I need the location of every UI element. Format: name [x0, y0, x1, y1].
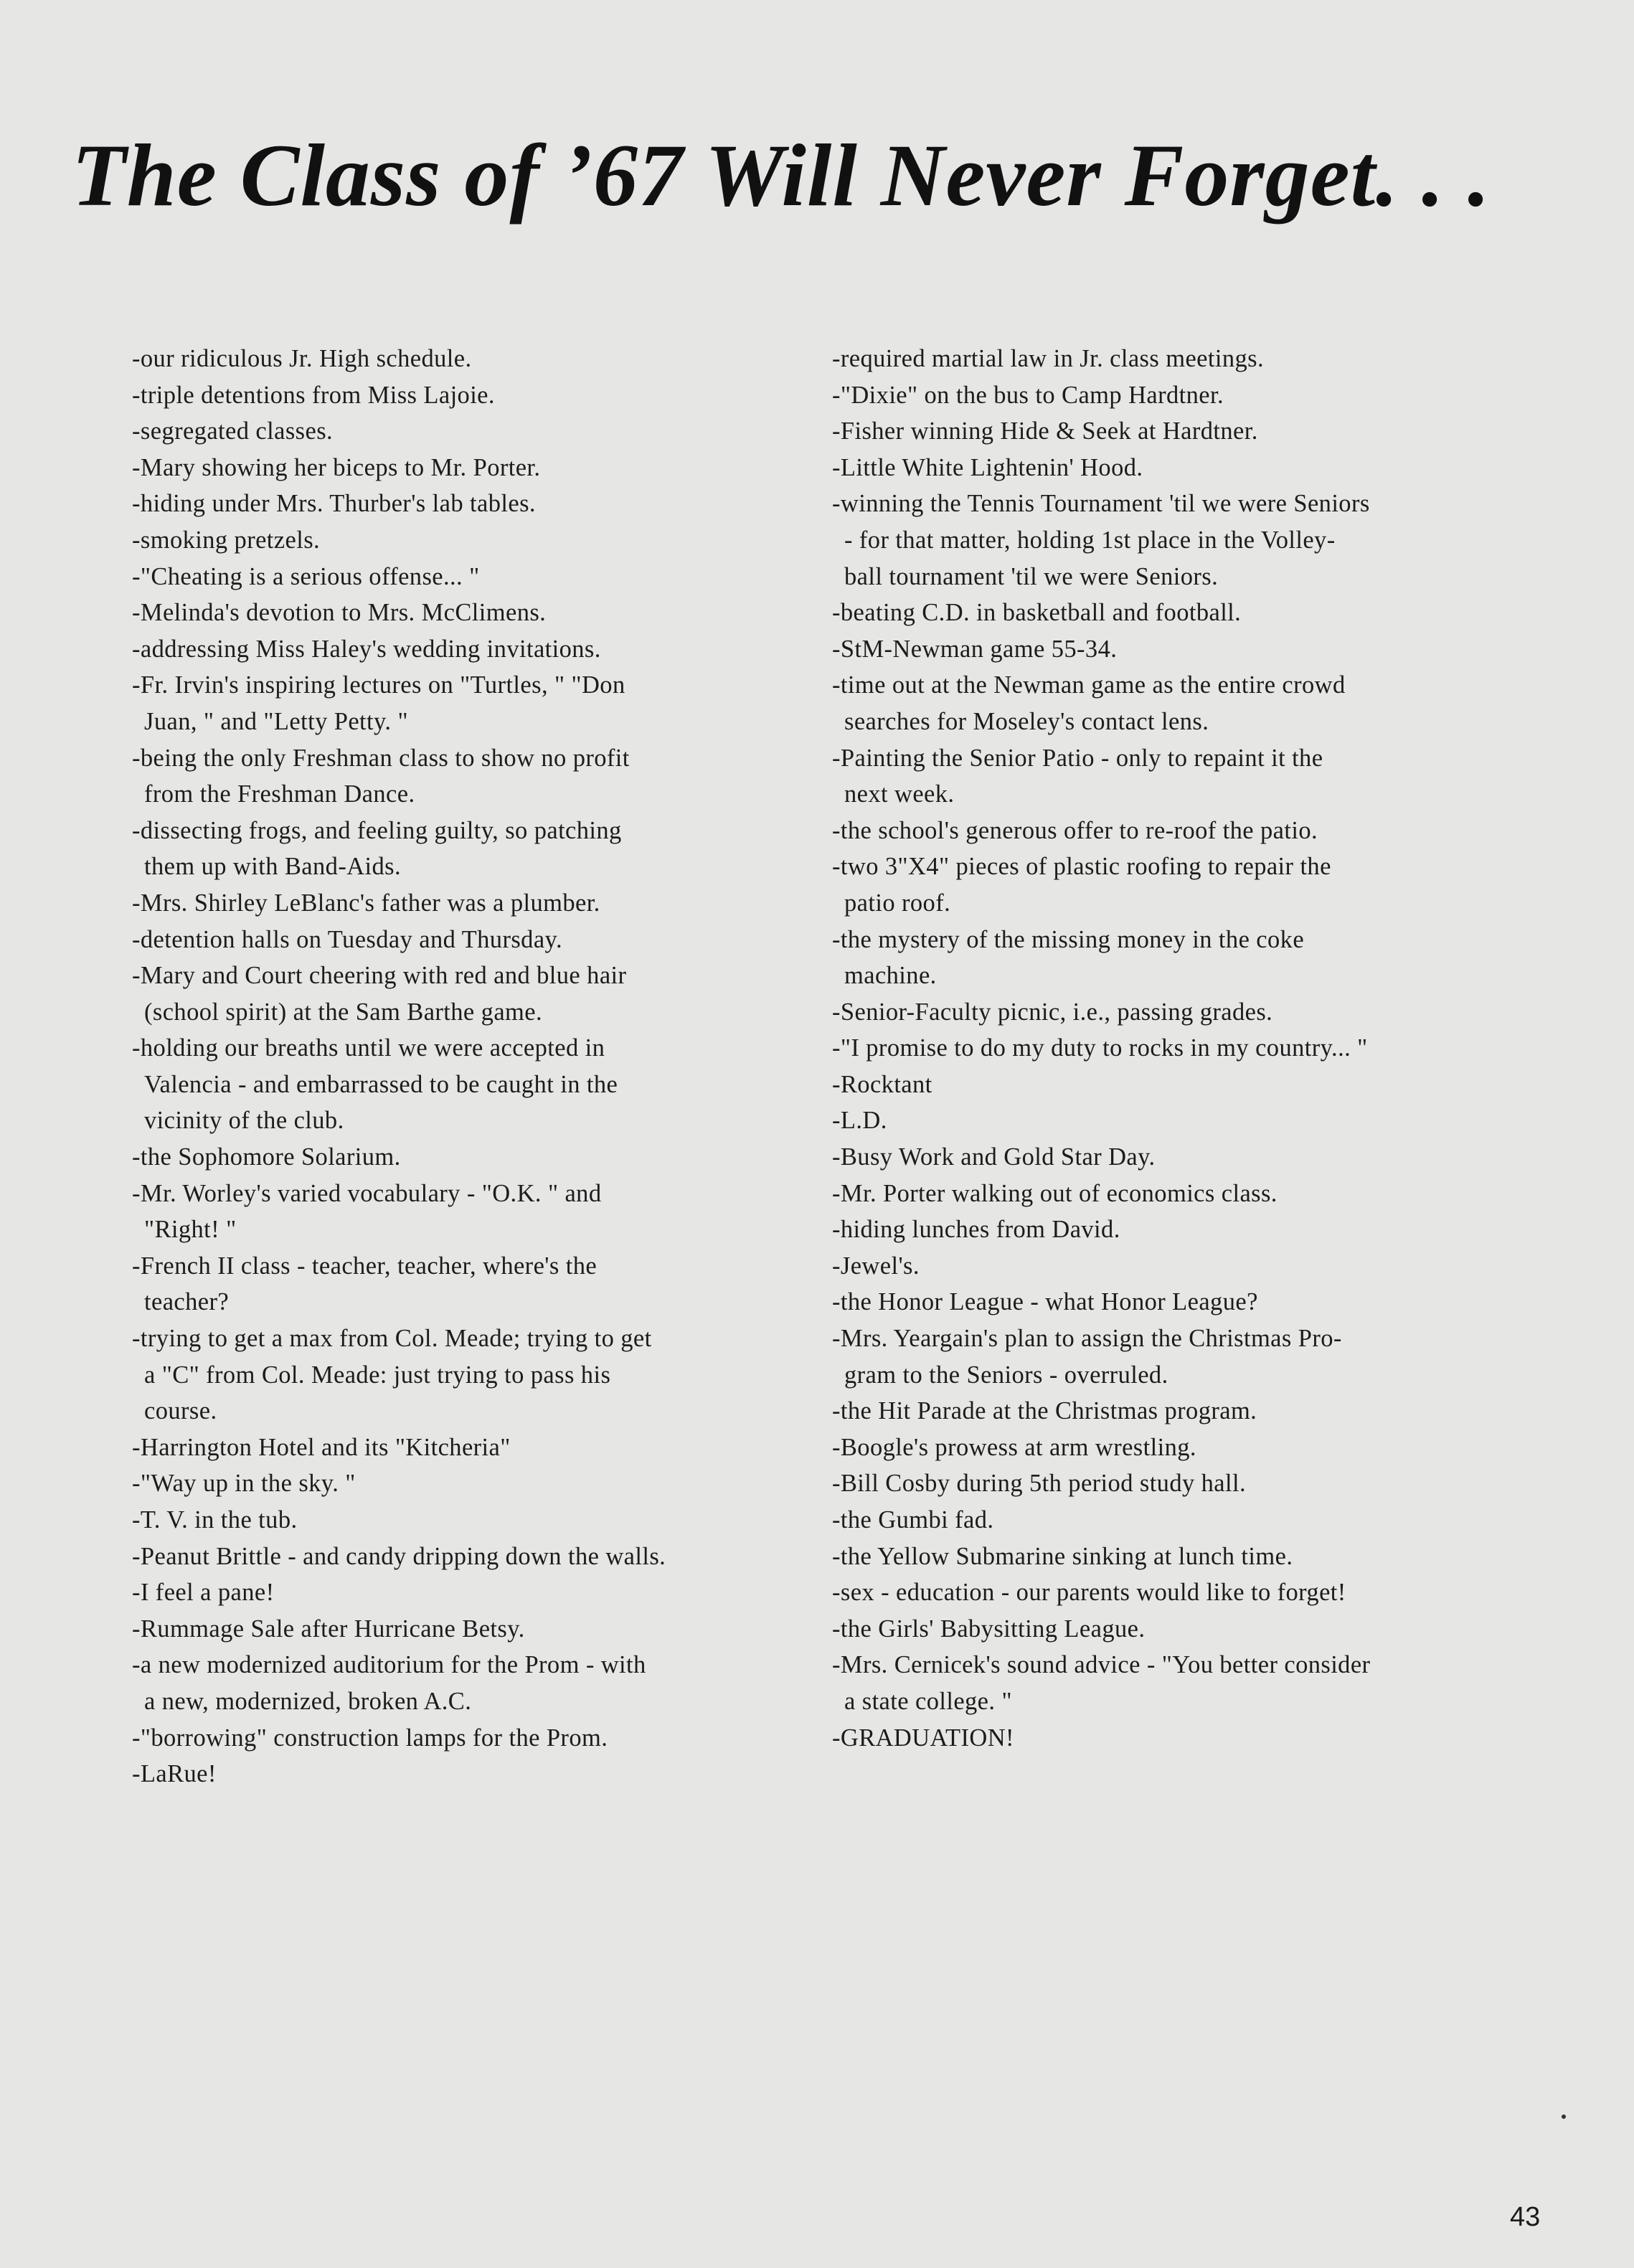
memory-text: -Rocktant: [832, 1070, 932, 1098]
memory-text: -"I promise to do my duty to rocks in my country... ": [832, 1034, 1368, 1062]
memory-text: -StM-Newman game 55-34.: [832, 635, 1118, 663]
memory-text: -Rummage Sale after Hurricane Betsy.: [132, 1615, 525, 1643]
memory-text: -the Gumbi fad.: [832, 1506, 994, 1534]
memory-text: -hiding lunches from David.: [832, 1216, 1120, 1244]
memory-item: [832, 922, 1513, 994]
memory-text: -Bill Cosby during 5th period study hall.: [832, 1470, 1247, 1498]
memory-text: -the Sophomore Solarium.: [132, 1143, 401, 1171]
memory-item: [832, 1611, 1513, 1648]
memory-text: -Little White Lightenin' Hood.: [832, 453, 1143, 481]
memory-item: [132, 559, 799, 595]
memory-text: -holding our breaths until we were accepted in Valencia - and embarrassed to be caught in the vicinity of the club.: [132, 1034, 618, 1135]
memory-item: [132, 958, 799, 1030]
memory-text: -required martial law in Jr. class meetings.: [832, 345, 1265, 372]
memory-item: [832, 1067, 1513, 1103]
memory-item: [832, 377, 1513, 414]
memory-text: -Mr. Porter walking out of economics class.: [832, 1179, 1278, 1207]
memory-item: [132, 377, 799, 414]
memory-item: [132, 1574, 799, 1611]
memory-text: -Peanut Brittle - and candy dripping down the walls.: [132, 1542, 666, 1570]
memory-item: [132, 1756, 799, 1792]
memory-item: [832, 1139, 1513, 1176]
memory-item: [132, 486, 799, 522]
memory-text: -Mr. Worley's varied vocabulary - "O.K. " and "Right! ": [132, 1179, 602, 1244]
memory-text: -"borrowing" construction lamps for the Prom.: [132, 1724, 608, 1752]
memory-item: [832, 1502, 1513, 1539]
memory-text: -segregated classes.: [132, 417, 334, 445]
memory-text: -being the only Freshman class to show no profit from the Freshman Dance.: [132, 744, 630, 808]
memory-text: -a new modernized auditorium for the Prom - with a new, modernized, broken A.C.: [132, 1651, 646, 1715]
memory-text: -Mary and Court cheering with red and blue hair (school spirit) at the Sam Barthe game.: [132, 962, 627, 1026]
memory-text: -two 3"X4" pieces of plastic roofing to repair the patio roof.: [832, 853, 1331, 917]
memory-text: -Mrs. Cernicek's sound advice - "You better consider a state college. ": [832, 1651, 1371, 1715]
memory-text: -Mrs. Yeargain's plan to assign the Christmas Pro- gram to the Seniors - overruled.: [832, 1325, 1342, 1389]
memory-item: [832, 1647, 1513, 1719]
memory-text: -Mary showing her biceps to Mr. Porter.: [132, 453, 541, 481]
memory-item: [832, 631, 1513, 668]
memory-item: [832, 1539, 1513, 1575]
memory-text: -I feel a pane!: [132, 1579, 275, 1607]
memory-text: -trying to get a max from Col. Meade; trying to get a "C" from Col. Meade: just trying to pass his course.: [132, 1325, 652, 1425]
memory-text: -Painting the Senior Patio - only to repaint it the next week.: [832, 744, 1323, 808]
memory-text: -the Yellow Submarine sinking at lunch time.: [832, 1542, 1293, 1570]
memory-item: [132, 1248, 799, 1320]
memory-text: -"Cheating is a serious offense... ": [132, 562, 480, 590]
memory-text: -French II class - teacher, teacher, where's the teacher?: [132, 1252, 598, 1316]
memory-item: [132, 522, 799, 559]
memory-item: [832, 667, 1513, 740]
memory-item: [132, 885, 799, 922]
memory-text: -Boogle's prowess at arm wrestling.: [832, 1433, 1196, 1461]
memory-text: -time out at the Newman game as the entire crowd searches for Moseley's contact lens.: [832, 671, 1346, 735]
memory-item: [132, 1465, 799, 1502]
memory-text: -Harrington Hotel and its "Kitcheria": [132, 1433, 511, 1461]
memory-item: [132, 450, 799, 486]
memory-item: [132, 922, 799, 958]
memory-text: -"Dixie" on the bus to Camp Hardtner.: [832, 381, 1224, 409]
memory-text: -the Girls' Babysitting League.: [832, 1615, 1146, 1643]
memory-item: [832, 1430, 1513, 1466]
memory-item: [832, 1211, 1513, 1248]
memory-item: [132, 1139, 799, 1176]
memory-text: -beating C.D. in basketball and football.: [832, 599, 1242, 627]
memory-text: -winning the Tennis Tournament 'til we were Seniors - for that matter, holding 1st place in the Volley- ball tournament 'til we were Seniors.: [832, 490, 1370, 590]
memory-item: [832, 1465, 1513, 1502]
memory-item: [132, 1430, 799, 1466]
memory-item: [832, 450, 1513, 486]
memory-item: [132, 667, 799, 740]
memory-item: [832, 1102, 1513, 1139]
memory-item: [132, 631, 799, 668]
memory-item: [132, 341, 799, 377]
memory-text: -Busy Work and Gold Star Day.: [832, 1143, 1156, 1171]
memory-item: [132, 1539, 799, 1575]
memory-text: -the Honor League - what Honor League?: [832, 1288, 1258, 1316]
memory-item: [132, 1320, 799, 1430]
print-speck: [1562, 2115, 1566, 2119]
memory-item: [832, 813, 1513, 849]
memory-text: -the Hit Parade at the Christmas program.: [832, 1397, 1257, 1425]
memory-text: -"Way up in the sky. ": [132, 1470, 356, 1498]
memory-text: -triple detentions from Miss Lajoie.: [132, 381, 495, 409]
memory-text: -smoking pretzels.: [132, 526, 321, 554]
memory-text: -our ridiculous Jr. High schedule.: [132, 345, 472, 372]
memory-item: [832, 595, 1513, 631]
memory-item: [832, 740, 1513, 813]
memory-item: [832, 486, 1513, 595]
memory-text: -Mrs. Shirley LeBlanc's father was a plumber.: [132, 889, 600, 917]
memory-item: [832, 1720, 1513, 1757]
memory-text: -sex - education - our parents would like to forget!: [832, 1579, 1346, 1607]
memory-text: -GRADUATION!: [832, 1724, 1014, 1752]
page-title: The Class of ’67 Will Never Forget. . .: [72, 126, 1491, 225]
memory-text: -detention halls on Tuesday and Thursday.: [132, 925, 562, 953]
memory-text: -LaRue!: [132, 1760, 217, 1788]
memory-item: [832, 849, 1513, 921]
memory-item: [832, 341, 1513, 377]
memory-item: [832, 994, 1513, 1031]
memory-item: [832, 413, 1513, 450]
memory-text: -hiding under Mrs. Thurber's lab tables.: [132, 490, 536, 518]
memory-item: [832, 1248, 1513, 1285]
memories-list-left: [132, 341, 799, 1792]
memory-item: [132, 1720, 799, 1757]
memory-text: -dissecting frogs, and feeling guilty, so patching them up with Band-Aids.: [132, 816, 622, 881]
memory-item: [132, 413, 799, 450]
memory-item: [132, 595, 799, 631]
memory-text: -Senior-Faculty picnic, i.e., passing grades.: [832, 998, 1273, 1026]
memory-item: [832, 1030, 1513, 1067]
memory-text: -T. V. in the tub.: [132, 1506, 298, 1534]
memory-text: -the school's generous offer to re-roof the patio.: [832, 816, 1318, 844]
memory-text: -Melinda's devotion to Mrs. McClimens.: [132, 599, 547, 627]
memory-item: [132, 1611, 799, 1648]
memory-item: [832, 1284, 1513, 1320]
memory-item: [132, 1502, 799, 1539]
page-number: 43: [1510, 2202, 1541, 2232]
memory-item: [132, 1647, 799, 1719]
memory-text: -Fr. Irvin's inspiring lectures on "Turtles, " "Don Juan, " and "Letty Petty. ": [132, 671, 625, 735]
memory-item: [132, 740, 799, 813]
memory-text: -Fisher winning Hide & Seek at Hardtner.: [832, 417, 1258, 445]
memory-text: -addressing Miss Haley's wedding invitations.: [132, 635, 601, 663]
memory-item: [832, 1393, 1513, 1430]
memory-item: [132, 1030, 799, 1139]
memory-item: [132, 813, 799, 885]
memory-item: [832, 1320, 1513, 1393]
memory-text: -L.D.: [832, 1107, 887, 1135]
memory-text: -the mystery of the missing money in the coke machine.: [832, 925, 1305, 990]
memories-list-right: [832, 341, 1513, 1756]
memory-item: [832, 1574, 1513, 1611]
memory-item: [832, 1176, 1513, 1212]
memory-item: [132, 1176, 799, 1248]
memory-text: -Jewel's.: [832, 1252, 920, 1280]
